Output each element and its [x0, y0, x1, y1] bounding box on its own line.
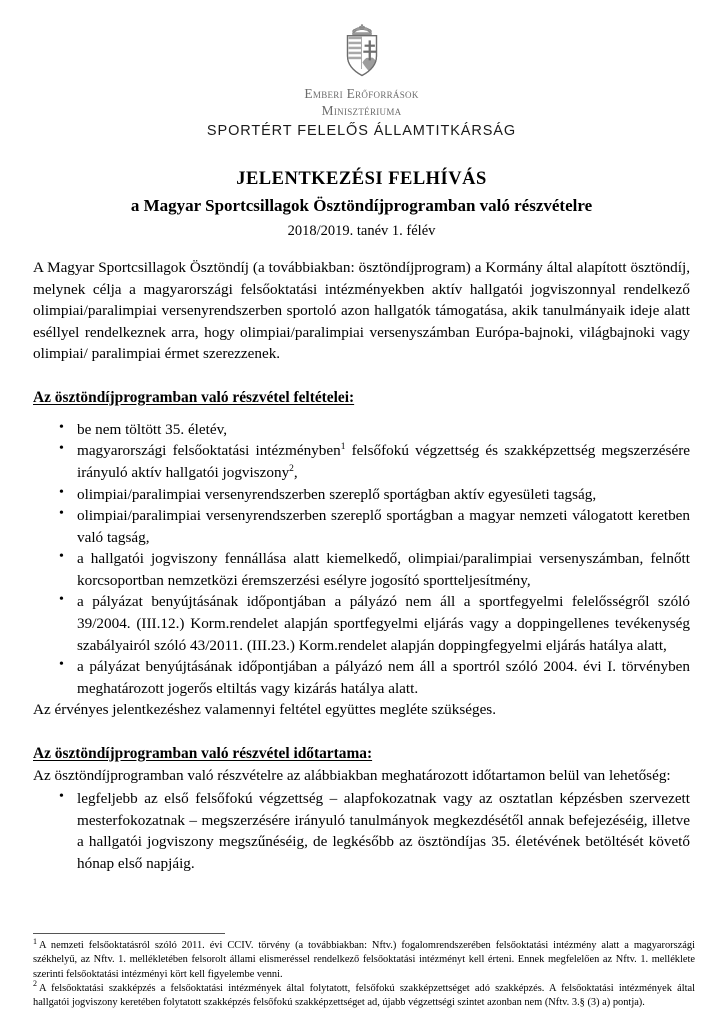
list-item: • olimpiai/paralimpiai versenyrendszerben szereplő sportágban a magyar nemzeti válogatott keretben való tagság, — [33, 505, 690, 548]
validity-note: Az érvényes jelentkezéshez valamennyi feltétel együttes megléte szükséges. — [33, 701, 497, 719]
list-item: • a hallgatói jogviszony fennállása alatt kiemelkedő, olimpiai/paralimpiai versenyszámban, felnőtt korcsoportban nemzetközi éremszerzési esélyre jogosító sportteljesítmény, — [33, 548, 690, 591]
footnote-2 — [33, 979, 695, 1010]
condition-text-part-3: , — [293, 463, 298, 481]
ministry-name-line-1: Emberi Erőforrások — [304, 86, 419, 101]
footnote-1-marker: 1 — [33, 936, 37, 946]
footnote-marker-2: 2 — [289, 463, 294, 474]
footnote-2-text: A felsőoktatási szakképzés a felsőoktatási intézmények által folytatott, felsőfokú szakképzettséget adó szakképzés. A felsőoktatási intézmények által hallgatói jogviszony keretében folytatott szakképzés felsőfokú szakképzettséget ad, újabb végzettségi szintet azonban nem (Nftv. 3.§ (3) a) pontja). — [33, 982, 695, 1008]
hungarian-coat-of-arms-icon — [340, 22, 384, 78]
document-title: JELENTKEZÉSI FELHÍVÁS — [236, 168, 487, 189]
document-header — [0, 0, 723, 140]
title-block — [0, 167, 723, 241]
document-body — [33, 241, 690, 874]
duration-intro: Az ösztöndíjprogramban való részvételre az alábbiakban meghatározott időtartamon belül van lehetőség: — [33, 766, 671, 784]
ministry-name-line-2: Minisztériuma — [321, 103, 402, 119]
list-item — [33, 440, 690, 483]
condition-text-part-2: felsőfokú végzettség és szakképzettség megszerzésére irányuló aktív hallgatói jogviszony — [77, 442, 691, 481]
list-item: • be nem töltött 35. életév, — [33, 419, 690, 441]
intro-paragraph: A Magyar Sportcsillagok Ösztöndíj (a továbbiakban: ösztöndíjprogram) a Kormány által alapított ösztöndíj, melynek célja a magyarországi felsőoktatási intézményekben aktív hallgatói jogviszonnyal rendelkező olimpiai/paralimpiai versenyrendszerben sportoló azon hallgatók támogatása, akik tanulmányaik ideje alatt eséllyel rendelkeznek arra, hogy olimpiai/paralimpiai versenyszámban Európa-bajnoki, világbajnoki vagy olimpiai/ paralimpiai érmet szerezzenek. — [33, 259, 690, 363]
list-item: • olimpiai/paralimpiai versenyrendszerben szereplő sportágban aktív egyesületi tagság, — [33, 484, 690, 506]
footnotes-area — [33, 933, 695, 1010]
condition-text-part-1: magyarországi felsőoktatási intézményben — [77, 442, 341, 460]
footnote-separator-rule — [33, 933, 225, 935]
footnote-2-marker: 2 — [33, 979, 37, 989]
list-item: • a pályázat benyújtásának időpontjában a pályázó nem áll a sportról szóló 2004. évi I. törvényben meghatározott jogerős eltiltás vagy kizárás hatálya alatt. — [33, 656, 690, 699]
list-item: • legfeljebb az első felsőfokú végzettség – alapfokozatnak vagy az osztatlan képzésben szervezett mesterfokozatnak – megszerzésére irányuló tanulmányok megkezdésétől annak befejezéséig, illetve a hallgatói jogviszony megszűnéséig, de legkésőbb az ösztöndíjas 35. életévének betöltését követő hónap első napjáig. — [33, 788, 690, 874]
document-subtitle: a Magyar Sportcsillagok Ösztöndíjprogramban való részvételre — [130, 195, 593, 215]
footnote-1-text: A nemzeti felsőoktatásról szóló 2011. évi CCIV. törvény (a továbbiakban: Nftv.) fogalomrendszerében felsőoktatási intézmény alatt a magyarországi székhelyű, az Nftv. 1. mellékletében felsorolt állami elismeréssel rendelkező felsőoktatási intézményt kell érteni. Ennek megfelelően az Nftv. 1. melléklete szerinti felsőoktatási intézményi kört kell figyelembe venni. — [33, 940, 695, 980]
duration-list — [33, 788, 690, 874]
conditions-heading: Az ösztöndíjprogramban való részvétel feltételei: — [33, 389, 355, 407]
footnote-1 — [33, 936, 695, 981]
list-item: • a pályázat benyújtásának időpontjában a pályázó nem áll a sportfegyelmi felelősségről szóló 39/2004. (III.12.) Korm.rendelet alapján sportfegyelmi eljárás vagy a doppingellenes tevékenység szabályairól szóló 43/2011. (III.23.) Korm.rendelet alapján doppingfegyelmi eljárás hatálya alatt, — [33, 591, 690, 656]
duration-heading: Az ösztöndíjprogramban való részvétel időtartama: — [33, 744, 373, 762]
academic-term: 2018/2019. tanév 1. félév — [287, 222, 436, 239]
state-secretariat-label: SPORTÉRT FELELŐS ÁLLAMTITKÁRSÁG — [206, 122, 517, 139]
conditions-list — [33, 419, 690, 700]
footnote-marker-1: 1 — [340, 442, 346, 453]
